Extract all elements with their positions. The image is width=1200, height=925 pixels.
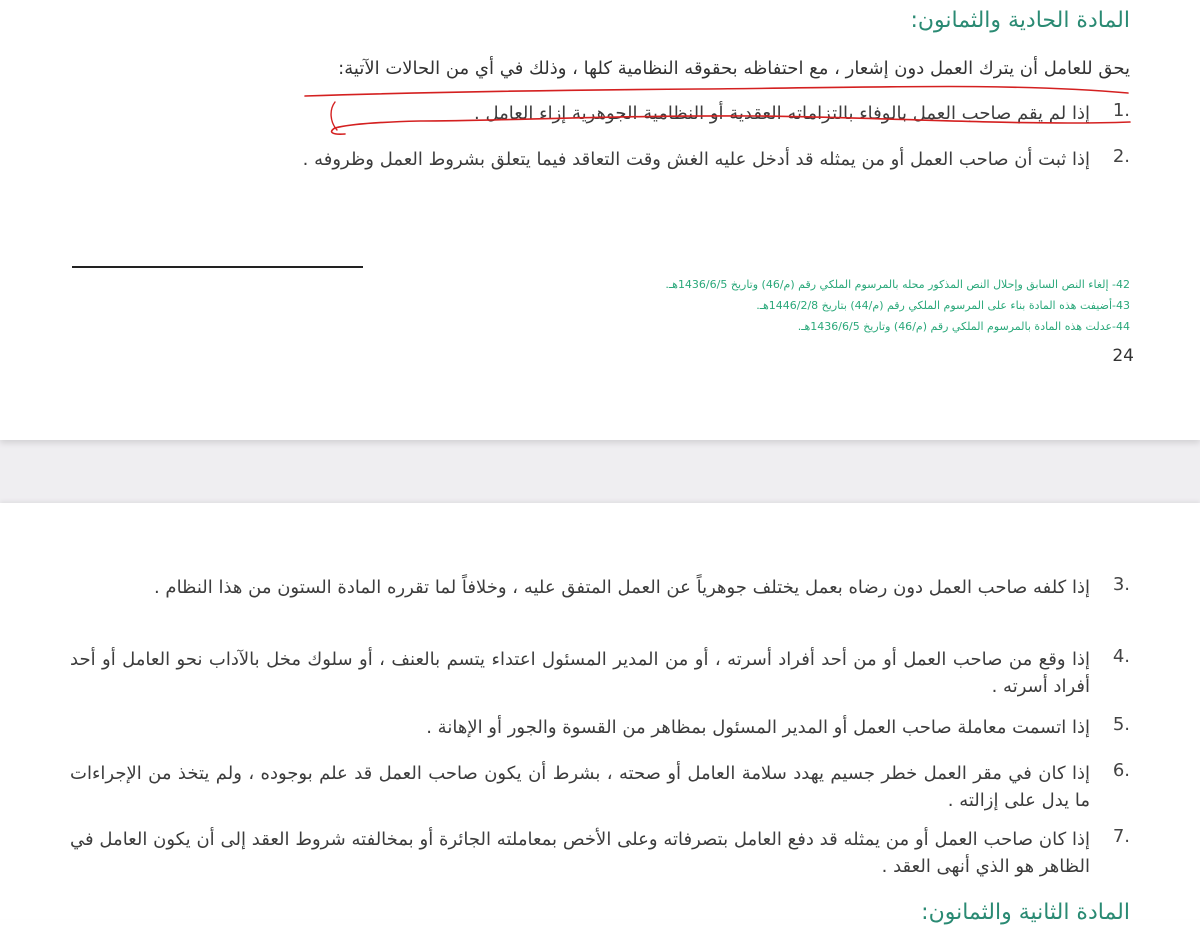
document-page-24 (0, 0, 1200, 440)
item-number: 7. (1112, 826, 1130, 847)
list-item (70, 100, 1130, 127)
item-text: إذا اتسمت معاملة صاحب العمل أو المدير المسئول بمظاهر من القسوة والجور أو الإهانة . (426, 717, 1090, 738)
article-heading: المادة الحادية والثمانون: (910, 8, 1130, 33)
item-number: 5. (1112, 714, 1130, 735)
page-number: 24 (1112, 346, 1134, 366)
footnote: 42- إلغاء النص السابق وإحلال النص المذكور محله بالمرسوم الملكي رقم (م/46) وتاريخ 1436/6/5هـ. (665, 278, 1130, 291)
list-item (70, 646, 1130, 700)
footnote: 43-أضيفت هذه المادة بناء على المرسوم الملكي رقم (م/44) بتاريخ 1446/2/8هـ. (756, 299, 1130, 312)
item-number: 1. (1112, 100, 1130, 121)
page-separator (0, 440, 1200, 503)
item-text: إذا لم يقم صاحب العمل بالوفاء بالتزاماته العقدية أو النظامية الجوهرية إزاء العامل . (474, 103, 1090, 124)
document-page-25 (0, 503, 1200, 925)
list-item (70, 714, 1130, 741)
item-number: 2. (1112, 146, 1130, 167)
list-item (70, 574, 1130, 601)
list-item (70, 146, 1130, 173)
item-text: إذا كان صاحب العمل أو من يمثله قد دفع العامل بتصرفاته وعلى الأخص بمعاملته الجائرة أو بمخالفته شروط العقد إلى أن يكون العامل في الظاهر هو الذي أنهى العقد . (70, 829, 1090, 877)
footnote: 44-عدلت هذه المادة بالمرسوم الملكي رقم (م/46) وتاريخ 1436/6/5هـ. (797, 320, 1130, 333)
item-number: 3. (1112, 574, 1130, 595)
list-item (70, 760, 1130, 814)
next-article-heading: المادة الثانية والثمانون: (921, 900, 1130, 925)
item-text: إذا كان في مقر العمل خطر جسيم يهدد سلامة العامل أو صحته ، بشرط أن يكون صاحب العمل قد علم بوجوده ، ولم يتخذ من الإجراءات ما يدل على إزالته . (70, 763, 1090, 811)
article-intro: يحق للعامل أن يترك العمل دون إشعار ، مع احتفاظه بحقوقه النظامية كلها ، وذلك في أي من الحالات الآتية: (338, 58, 1130, 79)
footnote-separator (72, 266, 363, 268)
item-number: 6. (1112, 760, 1130, 781)
item-text: إذا وقع من صاحب العمل أو من أحد أفراد أسرته ، أو من المدير المسئول اعتداء يتسم بالعنف ، أو سلوك مخل بالآداب نحو العامل أو أحد أفراد أسرته . (70, 649, 1090, 697)
item-text: إذا ثبت أن صاحب العمل أو من يمثله قد أدخل عليه الغش وقت التعاقد فيما يتعلق بشروط العمل وظروفه . (302, 149, 1090, 170)
item-number: 4. (1112, 646, 1130, 667)
list-item (70, 826, 1130, 880)
item-text: إذا كلفه صاحب العمل دون رضاه بعمل يختلف جوهرياً عن العمل المتفق عليه ، وخلافاً لما تقرره المادة الستون من هذا النظام . (153, 577, 1090, 598)
